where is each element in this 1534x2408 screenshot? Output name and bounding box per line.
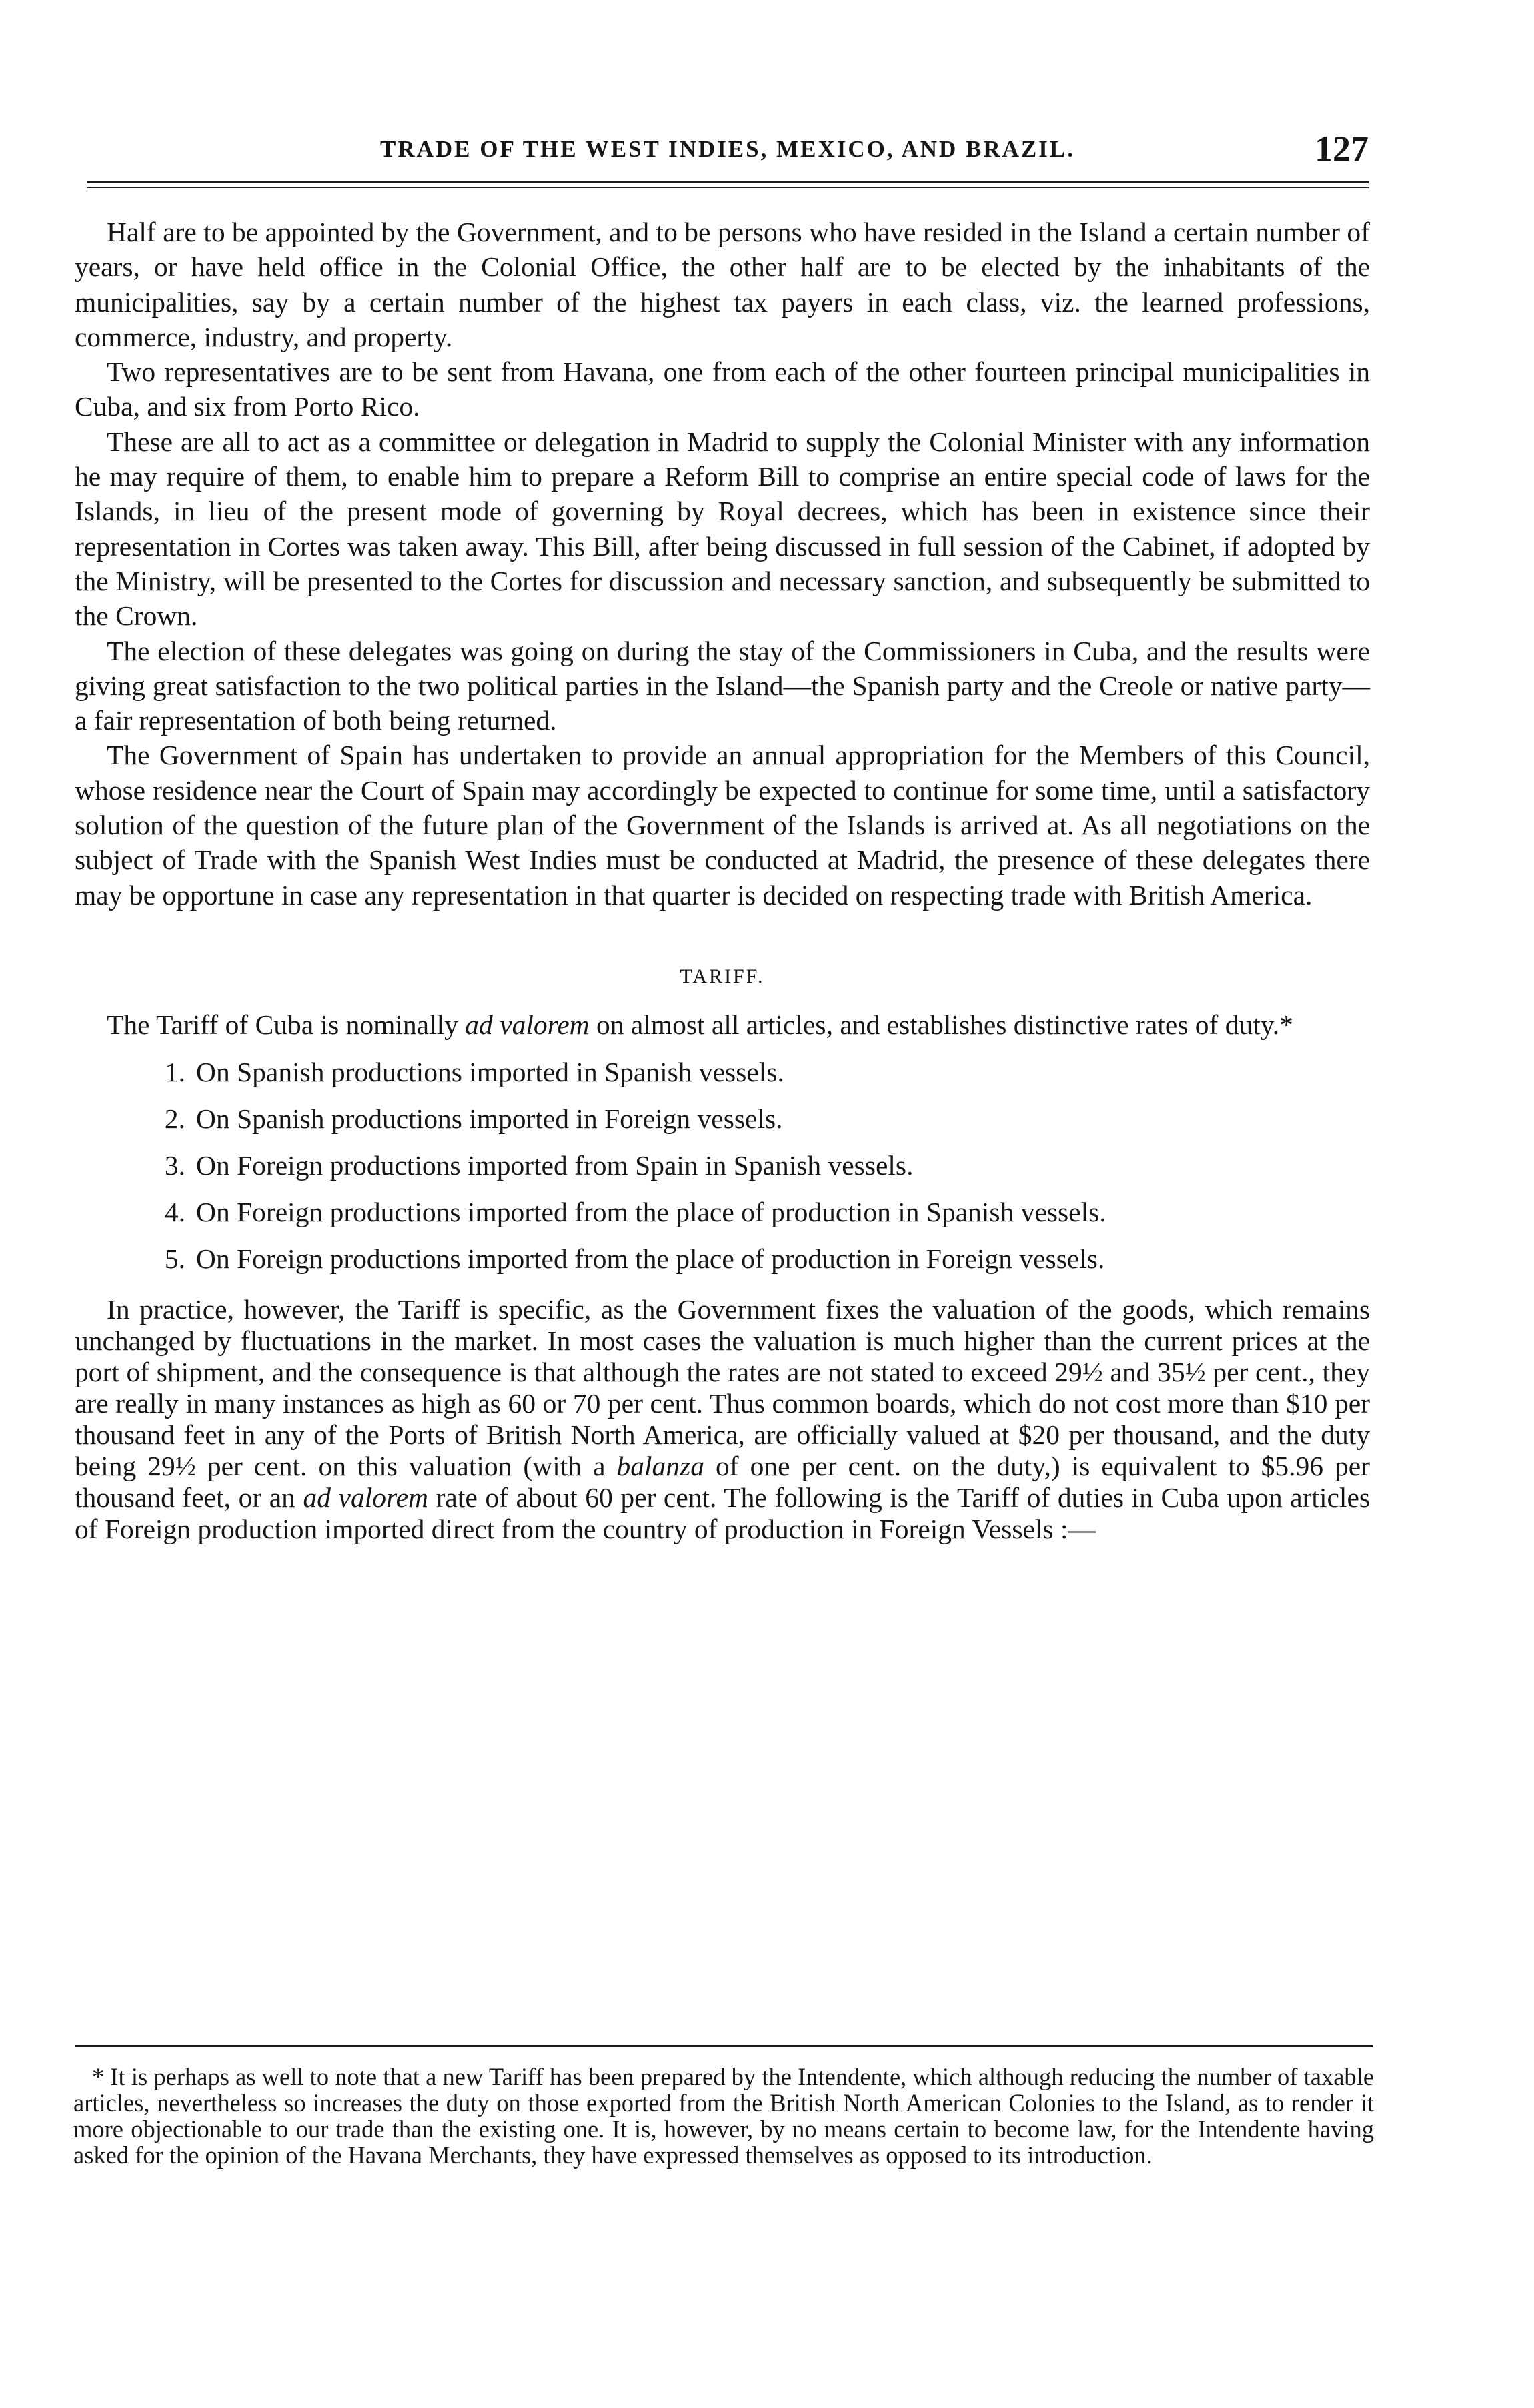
list-number: 4. [164, 1196, 185, 1227]
list-text: On Spanish productions imported in Spanish vessels. [196, 1056, 784, 1087]
list-text: On Foreign productions imported from the place of production in Spanish vessels. [196, 1196, 1106, 1227]
list-item [139, 1142, 1370, 1189]
italic-term: ad valorem [465, 1009, 590, 1040]
page-number: 127 [1315, 129, 1369, 169]
list-text: On Foreign productions imported from Spain in Spanish vessels. [196, 1149, 914, 1181]
footnote-text: * It is perhaps as well to note that a new Tariff has been prepared by the Intendente, which although reducing the number of taxable articles, nevertheless so increases the duty on those exported from the British North American Colonies to the Island, as to render it more objectionable to our trade than the existing one. It is, however, by no means certain to become law, for the Intendente having asked for the opinion of the Havana Merchants, they have expressed themselves as opposed to its introduction. [73, 2063, 1374, 2169]
paragraph: Two representatives are to be sent from Havana, one from each of the other fourteen principal municipalities in Cuba, and six from Porto Rico. [75, 356, 1370, 422]
list-number: 3. [164, 1149, 185, 1181]
list-text: On Spanish productions imported in Foreign vessels. [196, 1103, 783, 1134]
paragraph: The Government of Spain has undertaken to provide an annual appropriation for the Members of this Council, whose residence near the Court of Spain may accordingly be expected to continue for some time, until a satisfactory solution of the question of the future plan of the Government of the Islands is arrived at. As all negotiations on the subject of Trade with the Spanish West Indies must be conducted at Madrid, the presence of these delegates there may be opportune in case any representation in that quarter is decided on respecting trade with British America. [75, 740, 1370, 911]
list-number: 1. [164, 1056, 185, 1087]
header-rule-bottom [87, 187, 1369, 188]
italic-term: ad valorem [303, 1481, 428, 1513]
paragraph: The election of these delegates was going on during the stay of the Commissioners in Cuba, and the results were giving great satisfaction to the two political parties in the Island—the Spanish party and the Creole or native party—a fair representation of both being returned. [75, 635, 1370, 736]
paragraph: These are all to act as a committee or delegation in Madrid to supply the Colonial Minister with any information he may require of them, to enable him to prepare a Reform Bill to comprise an entire special code of laws for the Islands, in lieu of the present mode of governing by Royal decrees, which has been in existence since their representation in Cortes was taken away. This Bill, after being discussed in full session of the Cabinet, if adopted by the Ministry, will be presented to the Cortes for discussion and necessary sanction, and subsequently be submitted to the Crown. [75, 426, 1370, 632]
tariff-practice-paragraph: In practice, however, the Tariff is specific, as the Government fixes the valuation of the goods, which remains unchanged by fluctuations in the market. In most cases the valuation is much higher than the current prices at the port of shipment, and the consequence is that although the rates are not stated to exceed 29½ and 35½ per cent., they are really in many instances as high as 60 or 70 per cent. Thus common boards, which do not cost more than $10 per thousand feet in any of the Ports of British North America, are officially valued at $20 per thousand, and the duty being 29½ per cent. on this valuation (with a balanza of one per cent. on the duty,) is equivalent to $5.96 per thousand feet, or an ad valorem rate of about 60 per cent. The following is the Tariff of duties in Cuba upon articles of Foreign production imported direct from the country of production in Foreign Vessels :— [75, 1293, 1371, 1544]
list-item [139, 1235, 1370, 1282]
list-number: 2. [164, 1103, 185, 1134]
footnote [73, 2064, 1374, 2168]
list-item [139, 1189, 1370, 1235]
body-text [75, 215, 1370, 1545]
duty-rates-list [75, 1049, 1370, 1282]
italic-term: balanza [616, 1450, 704, 1481]
list-item [139, 1049, 1370, 1095]
list-text: On Foreign productions imported from the place of production in Foreign vessels. [196, 1243, 1105, 1274]
list-number: 5. [164, 1243, 185, 1274]
footnote-rule [75, 2045, 1373, 2047]
running-head [87, 128, 1369, 175]
list-item [139, 1095, 1370, 1142]
section-heading-tariff: TARIFF. [680, 965, 765, 987]
header-rule-top [87, 181, 1369, 183]
tariff-intro: The Tariff of Cuba is nominally ad valorem on almost all articles, and establishes distinctive rates of duty.* [107, 1009, 1293, 1040]
paragraph: Half are to be appointed by the Government, and to be persons who have resided in the Island a certain number of years, or have held office in the Colonial Office, the other half are to be elected by the inhabitants of the municipalities, say by a certain number of the highest tax payers in each class, viz. the learned professions, commerce, industry, and property. [75, 217, 1370, 352]
running-title: TRADE OF THE WEST INDIES, MEXICO, AND BRAZIL. [380, 136, 1075, 162]
